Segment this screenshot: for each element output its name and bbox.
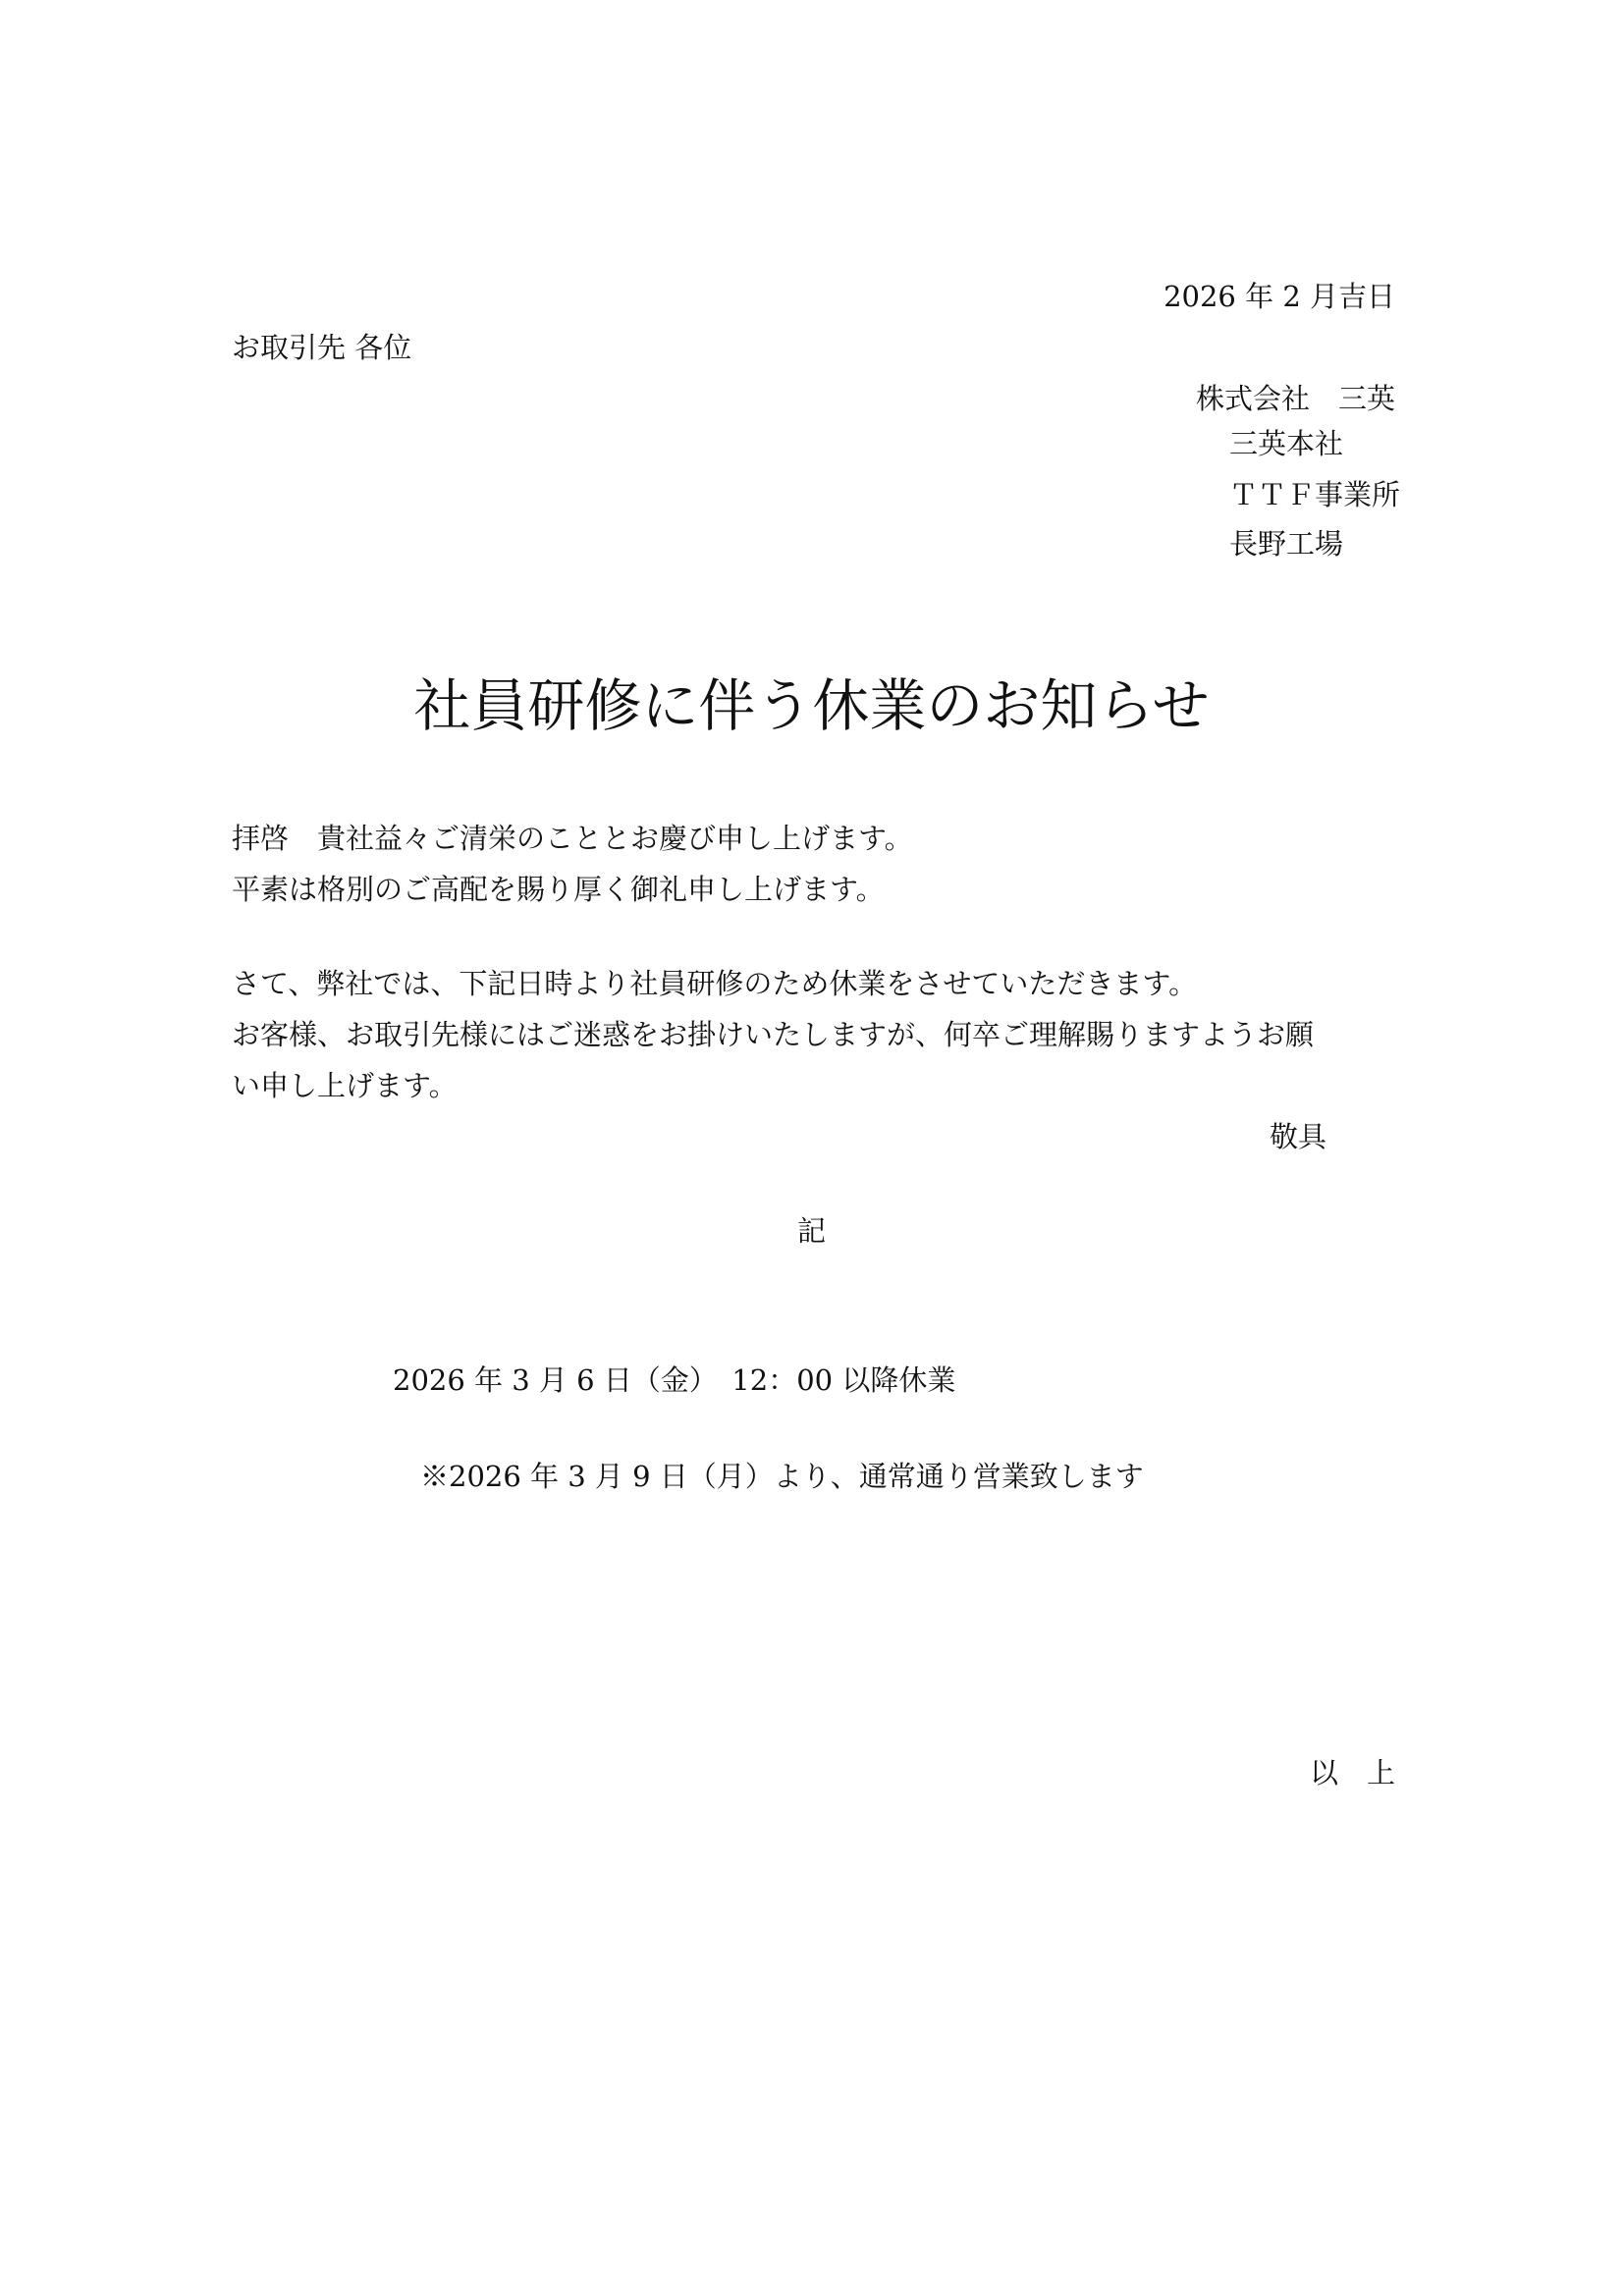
body-line: い申し上げます。	[232, 1069, 458, 1102]
body-line: 平素は格別のご高配を賜り厚く御礼申し上げます。	[232, 873, 885, 906]
sender-branch: ＴＴＦ事業所	[1229, 478, 1401, 511]
body-line: お客様、お取引先様にはご迷惑をお掛けいたしますが、何卒ご理解賜りますようお願	[232, 1018, 1315, 1051]
notice-heading: 記	[796, 1214, 826, 1248]
body-line: 拝啓 貴社益々ご清栄のこととお慶び申し上げます。	[232, 822, 913, 855]
sender-branch: 長野工場	[1229, 527, 1344, 561]
closure-schedule: 2026 年 3 月 6 日（金） 12：00 以降休業	[393, 1363, 956, 1397]
end-mark: 以 上	[1309, 1756, 1395, 1789]
sender-company: 株式会社 三英	[1195, 382, 1395, 415]
document-title: 社員研修に伴う休業のお知らせ	[413, 672, 1210, 739]
body-line: さて、弊社では、下記日時より社員研修のため休業をさせていただきます。	[232, 967, 1198, 1000]
sender-branch: 三英本社	[1229, 427, 1344, 460]
resume-note: ※2026 年 3 月 9 日（月）より、通常通り営業致します	[420, 1460, 1144, 1493]
closing-word: 敬具	[1269, 1120, 1326, 1153]
document-date: 2026 年 2 月吉日	[1163, 280, 1395, 313]
recipient: お取引先 各位	[232, 331, 412, 364]
